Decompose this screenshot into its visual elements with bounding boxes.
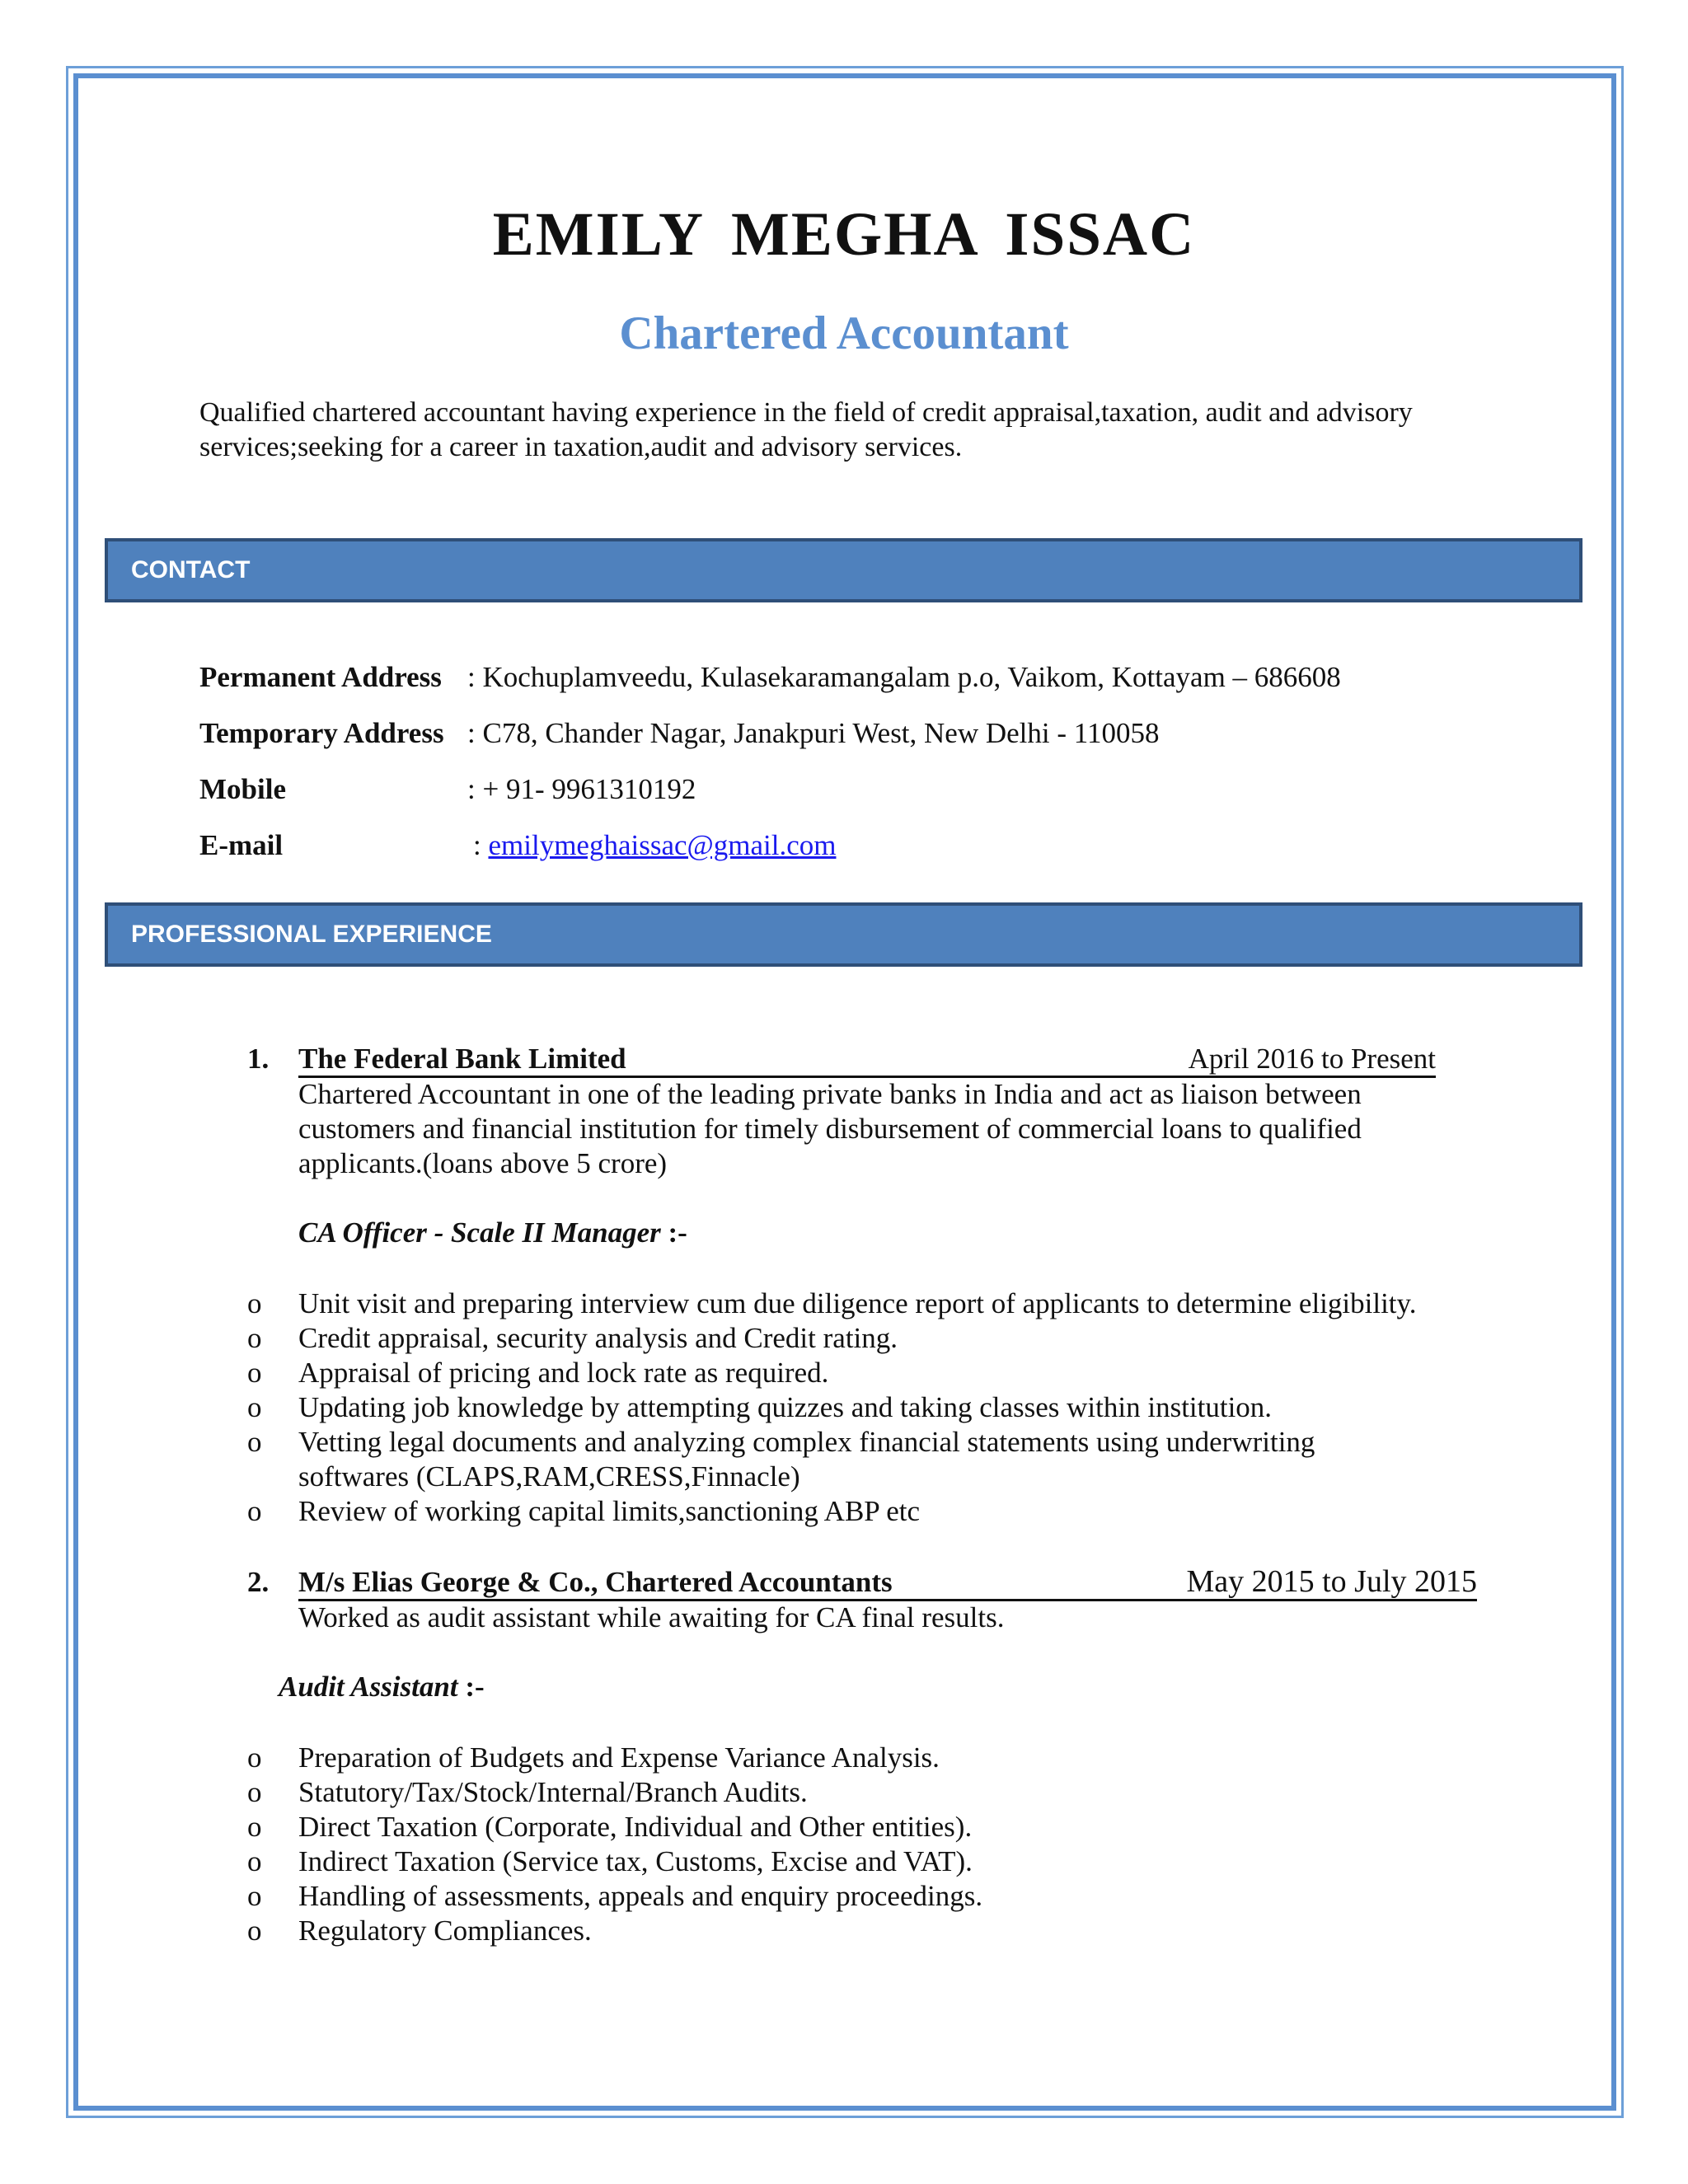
contact-permanent-address — [199, 661, 1341, 701]
bullet-text: Vetting legal documents and analyzing complex financial statements using underwriting softwares (CLAPS,RAM,CRESS,Finnacle) — [298, 1426, 1315, 1493]
mobile-value: : + 91- 9961310192 — [467, 773, 696, 805]
list-item — [247, 1356, 1484, 1390]
list-item — [247, 1321, 1484, 1356]
list-item — [247, 1810, 1484, 1844]
job-1-title-line — [298, 1043, 1436, 1078]
bullet-text: Direct Taxation (Corporate, Individual and Other entities). — [298, 1811, 973, 1843]
job-1-number: 1. — [247, 1043, 270, 1075]
bullet-icon: o — [247, 1845, 262, 1877]
bullet-text: Statutory/Tax/Stock/Internal/Branch Audits. — [298, 1776, 808, 1808]
bullet-text: Indirect Taxation (Service tax, Customs, Excise and VAT). — [298, 1845, 973, 1877]
job-1-company: The Federal Bank Limited — [298, 1043, 626, 1075]
temporary-address-label: Temporary Address — [199, 717, 444, 749]
job-2-role-suffix: :- — [457, 1671, 485, 1703]
bullet-icon: o — [247, 1915, 262, 1947]
job-2-description: Worked as audit assistant while awaiting for CA final results. — [298, 1601, 1005, 1633]
bullet-icon: o — [247, 1741, 262, 1774]
email-separator: : — [473, 829, 489, 861]
contact-email — [199, 829, 836, 869]
contact-temporary-address — [199, 717, 1160, 757]
bullet-text: Handling of assessments, appeals and enquiry proceedings. — [298, 1880, 983, 1912]
bullet-text: Regulatory Compliances. — [298, 1915, 592, 1947]
list-item — [247, 1879, 1484, 1914]
bullet-icon: o — [247, 1495, 262, 1527]
bullet-text: Credit appraisal, security analysis and Credit rating. — [298, 1322, 898, 1354]
list-item — [247, 1741, 1484, 1775]
job-1-role — [298, 1216, 687, 1249]
job-2-title-line — [298, 1566, 1477, 1601]
bullet-text: Review of working capital limits,sanctioning ABP etc — [298, 1495, 921, 1527]
section-header-experience: PROFESSIONAL EXPERIENCE — [105, 902, 1582, 967]
bullet-icon: o — [247, 1357, 262, 1389]
mobile-label: Mobile — [199, 773, 286, 805]
job-2-number: 2. — [247, 1566, 270, 1598]
job-1-bullet-list — [247, 1286, 1484, 1529]
bullet-icon: o — [247, 1322, 262, 1354]
section-header-contact: CONTACT — [105, 538, 1582, 602]
job-1-dates: April 2016 to Present — [1188, 1043, 1436, 1075]
bullet-text: Appraisal of pricing and lock rate as required. — [298, 1357, 829, 1389]
career-summary: Qualified chartered accountant having experience in the field of credit appraisal,taxation, audit and advisory services;seeking for a career in taxation,audit and advisory services. — [199, 397, 1413, 462]
job-2-role-title: Audit Assistant — [279, 1671, 458, 1703]
job-2-bullet-list — [247, 1741, 1484, 1948]
bullet-icon: o — [247, 1776, 262, 1808]
candidate-name: EMILY MEGHA ISSAC — [492, 200, 1196, 269]
job-1-role-suffix: :- — [660, 1216, 687, 1249]
job-2-company: M/s Elias George & Co., Chartered Accountants — [298, 1566, 893, 1598]
permanent-address-label: Permanent Address — [199, 661, 442, 693]
contact-mobile — [199, 773, 696, 813]
bullet-icon: o — [247, 1391, 262, 1423]
permanent-address-value: : Kochuplamveedu, Kulasekaramangalam p.o, Vaikom, Kottayam – 686608 — [467, 661, 1341, 693]
email-label: E-mail — [199, 829, 284, 861]
job-2-role — [279, 1671, 485, 1704]
list-item — [247, 1494, 1484, 1529]
list-item — [247, 1425, 1403, 1494]
bullet-text: Updating job knowledge by attempting quizzes and taking classes within institution. — [298, 1391, 1273, 1423]
email-link[interactable]: emilymeghaissac@gmail.com — [488, 829, 837, 861]
list-item — [247, 1390, 1484, 1425]
job-1-role-title: CA Officer - Scale II Manager — [298, 1216, 661, 1249]
list-item — [247, 1286, 1484, 1321]
job-2-dates: May 2015 to July 2015 — [1186, 1564, 1477, 1599]
bullet-text: Preparation of Budgets and Expense Variance Analysis. — [298, 1741, 940, 1774]
list-item — [247, 1775, 1484, 1810]
bullet-icon: o — [247, 1880, 262, 1912]
list-item — [247, 1914, 1484, 1948]
bullet-icon: o — [247, 1287, 262, 1319]
candidate-title: Chartered Accountant — [619, 307, 1069, 359]
bullet-text: Unit visit and preparing interview cum due diligence report of applicants to determine eligibility. — [298, 1287, 1417, 1319]
job-1-description: Chartered Accountant in one of the leading private banks in India and act as liaison between customers and financial institution for timely disbursement of commercial loans to qualified applicants.(loans above 5 crore) — [298, 1078, 1362, 1179]
bullet-icon: o — [247, 1426, 262, 1458]
list-item — [247, 1844, 1484, 1879]
temporary-address-value: : C78, Chander Nagar, Janakpuri West, New Delhi - 110058 — [467, 717, 1160, 749]
bullet-icon: o — [247, 1811, 262, 1843]
